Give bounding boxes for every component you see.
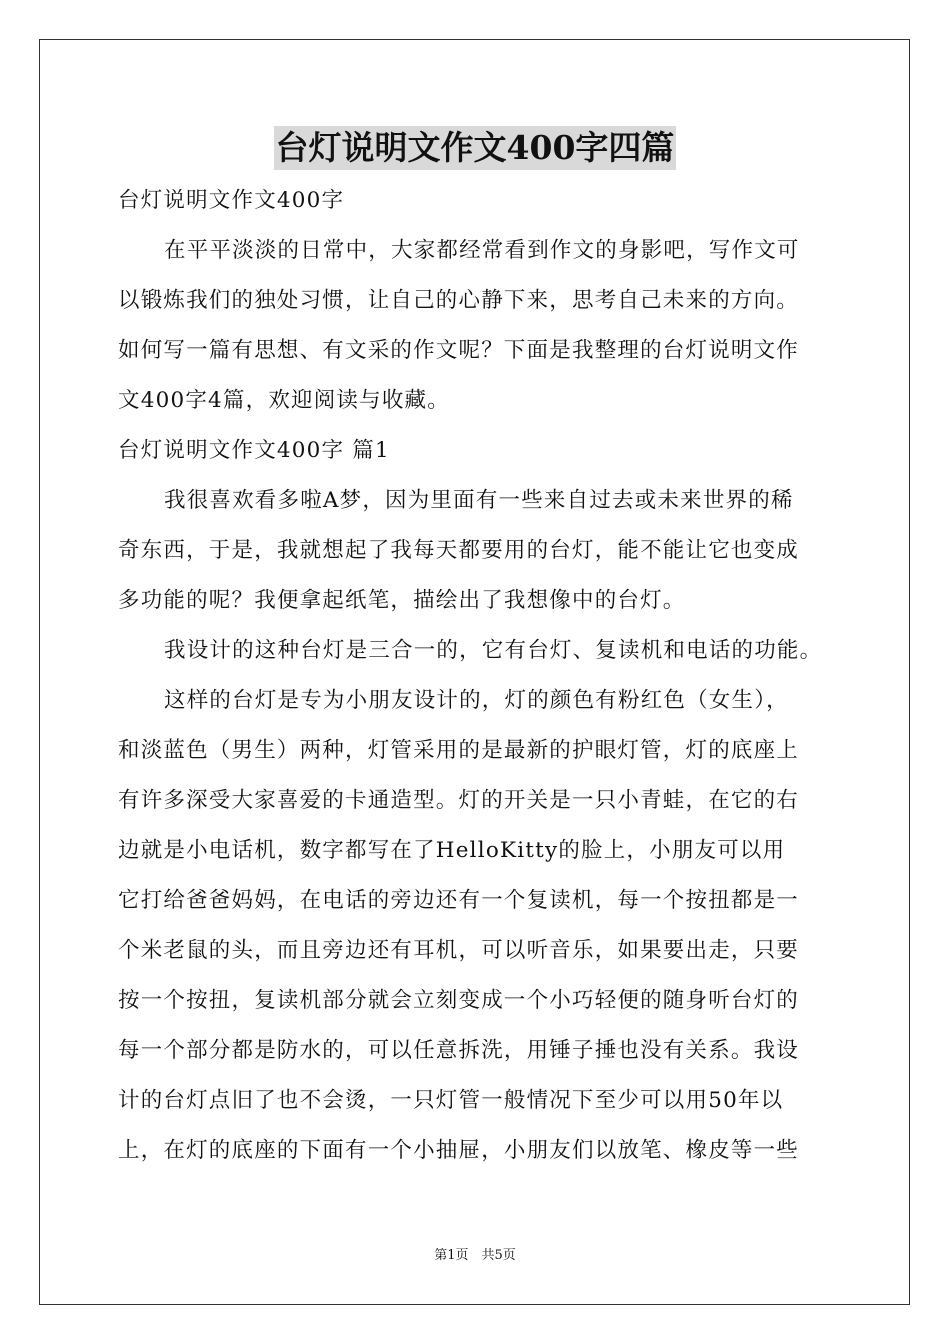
paragraph-line: 以锻炼我们的独处习惯，让自己的心静下来，思考自己未来的方向。: [118, 288, 800, 313]
section-heading: 台灯说明文作文400字 篇1: [118, 438, 390, 463]
paragraph-line: 计的台灯点旧了也不会烫，一只灯管一般情况下至少可以用50年以: [118, 1088, 784, 1113]
paragraph-line: 奇东西，于是，我就想起了我每天都要用的台灯，能不能让它也变成: [118, 538, 800, 563]
paragraph-line: 如何写一篇有思想、有文采的作文呢？下面是我整理的台灯说明文作: [118, 338, 800, 363]
paragraph-line: 这样的台灯是专为小朋友设计的，灯的颜色有粉红色（女生），: [164, 688, 789, 713]
paragraph-line: 我很喜欢看多啦A梦，因为里面有一些来自过去或未来世界的稀: [164, 488, 794, 513]
paragraph-line: 上，在灯的底座的下面有一个小抽屉，小朋友们以放笔、橡皮等一些: [118, 1138, 800, 1163]
paragraph-line: 在平平淡淡的日常中，大家都经常看到作文的身影吧，写作文可: [164, 238, 800, 263]
paragraph-line: 按一个按扭，复读机部分就会立刻变成一个小巧轻便的随身听台灯的: [118, 988, 800, 1013]
document-body: [118, 176, 838, 1176]
paragraph-line: 它打给爸爸妈妈，在电话的旁边还有一个复读机，每一个按扭都是一: [118, 888, 800, 913]
paragraph-line: 和淡蓝色（男生）两种，灯管采用的是最新的护眼灯管，灯的底座上: [118, 738, 800, 763]
section-heading: 台灯说明文作文400字: [118, 188, 345, 213]
page-footer: 第1页 共5页: [434, 1248, 516, 1263]
paragraph-line: 边就是小电话机，数字都写在了HelloKitty的脸上，小朋友可以用: [118, 838, 786, 863]
paragraph-line: 多功能的呢？我便拿起纸笔，描绘出了我想像中的台灯。: [118, 588, 686, 613]
paragraph-line: 我设计的这种台灯是三合一的，它有台灯、复读机和电话的功能。: [164, 638, 823, 663]
document-title: 台灯说明文作文400字四篇: [274, 126, 677, 170]
paragraph-line: 个米老鼠的头，而且旁边还有耳机，可以听音乐，如果要出走，只要: [118, 938, 800, 963]
paragraph-line: 每一个部分都是防水的，可以任意拆洗，用锤子捶也没有关系。我设: [118, 1038, 800, 1063]
paragraph-line: 文400字4篇，欢迎阅读与收藏。: [118, 388, 450, 413]
paragraph-line: 有许多深受大家喜爱的卡通造型。灯的开关是一只小青蛙，在它的右: [118, 788, 800, 813]
title-container: [0, 126, 950, 170]
